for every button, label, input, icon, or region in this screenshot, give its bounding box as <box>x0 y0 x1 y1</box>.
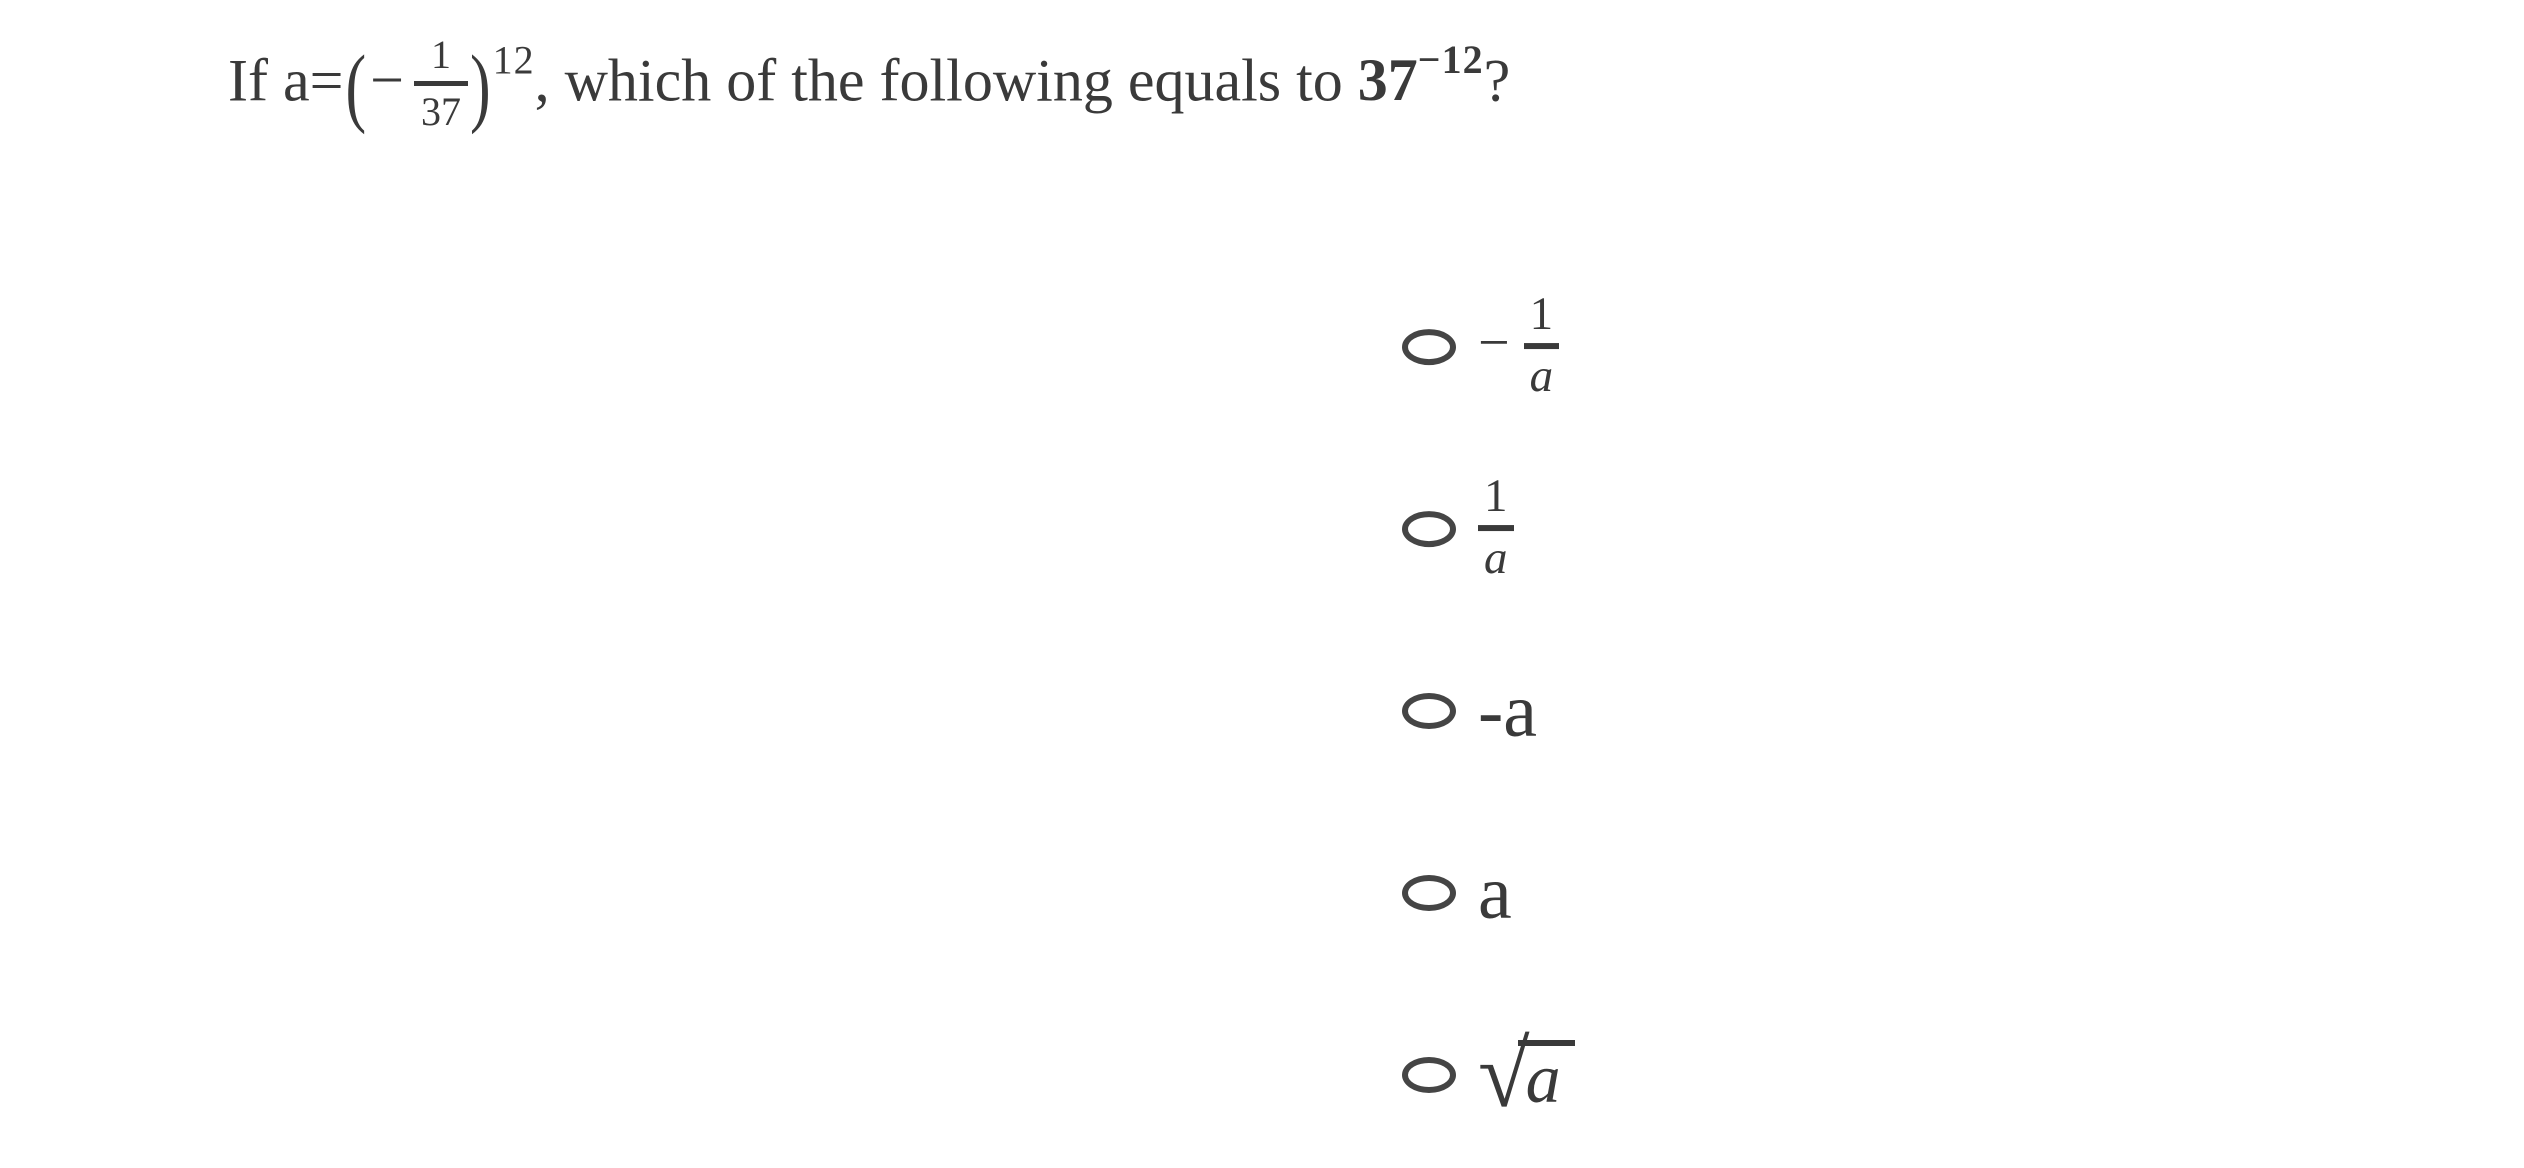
question-prefix: If a= <box>228 47 344 114</box>
radio-button[interactable] <box>1402 511 1456 547</box>
radio-button[interactable] <box>1402 693 1456 729</box>
option-minus-sign: − <box>1478 312 1510 374</box>
minus-sign: − <box>370 47 404 113</box>
radio-button[interactable] <box>1402 329 1456 365</box>
answer-option-one-over-a[interactable] <box>1402 470 1514 584</box>
sqrt-radicand: a <box>1518 1040 1575 1112</box>
radical-icon: √ <box>1478 1023 1530 1127</box>
option-label: -a <box>1478 669 1538 753</box>
exponent: 12 <box>492 37 535 83</box>
bold-exponent: −12 <box>1417 37 1484 83</box>
option-fraction-numerator: 1 <box>1484 470 1508 523</box>
question-suffix: ? <box>1483 47 1511 114</box>
radio-button[interactable] <box>1402 875 1456 911</box>
radio-button[interactable] <box>1402 1057 1456 1093</box>
option-label: a <box>1478 851 1512 935</box>
option-fraction <box>1478 470 1514 584</box>
answer-option-neg-one-over-a[interactable] <box>1402 288 1559 402</box>
question-text <box>228 32 1511 135</box>
option-fraction-denominator: a <box>1524 343 1560 399</box>
option-sqrt-expression <box>1478 1023 1575 1127</box>
fraction-numerator: 1 <box>430 32 451 77</box>
open-paren: ( <box>345 38 367 135</box>
bold-base: 37 <box>1357 47 1418 114</box>
question-fraction <box>414 32 468 134</box>
answer-option-sqrt-a[interactable] <box>1402 1023 1575 1127</box>
fraction-denominator: 37 <box>414 81 468 132</box>
question-middle: , which of the following equals to <box>534 47 1358 114</box>
answer-option-neg-a[interactable] <box>1402 669 1538 753</box>
option-fraction-numerator: 1 <box>1529 288 1554 341</box>
answer-option-a[interactable] <box>1402 851 1512 935</box>
bold-expression <box>1357 37 1484 114</box>
option-fraction <box>1524 288 1560 402</box>
option-fraction-denominator: a <box>1478 525 1514 581</box>
close-paren: ) <box>469 38 491 135</box>
